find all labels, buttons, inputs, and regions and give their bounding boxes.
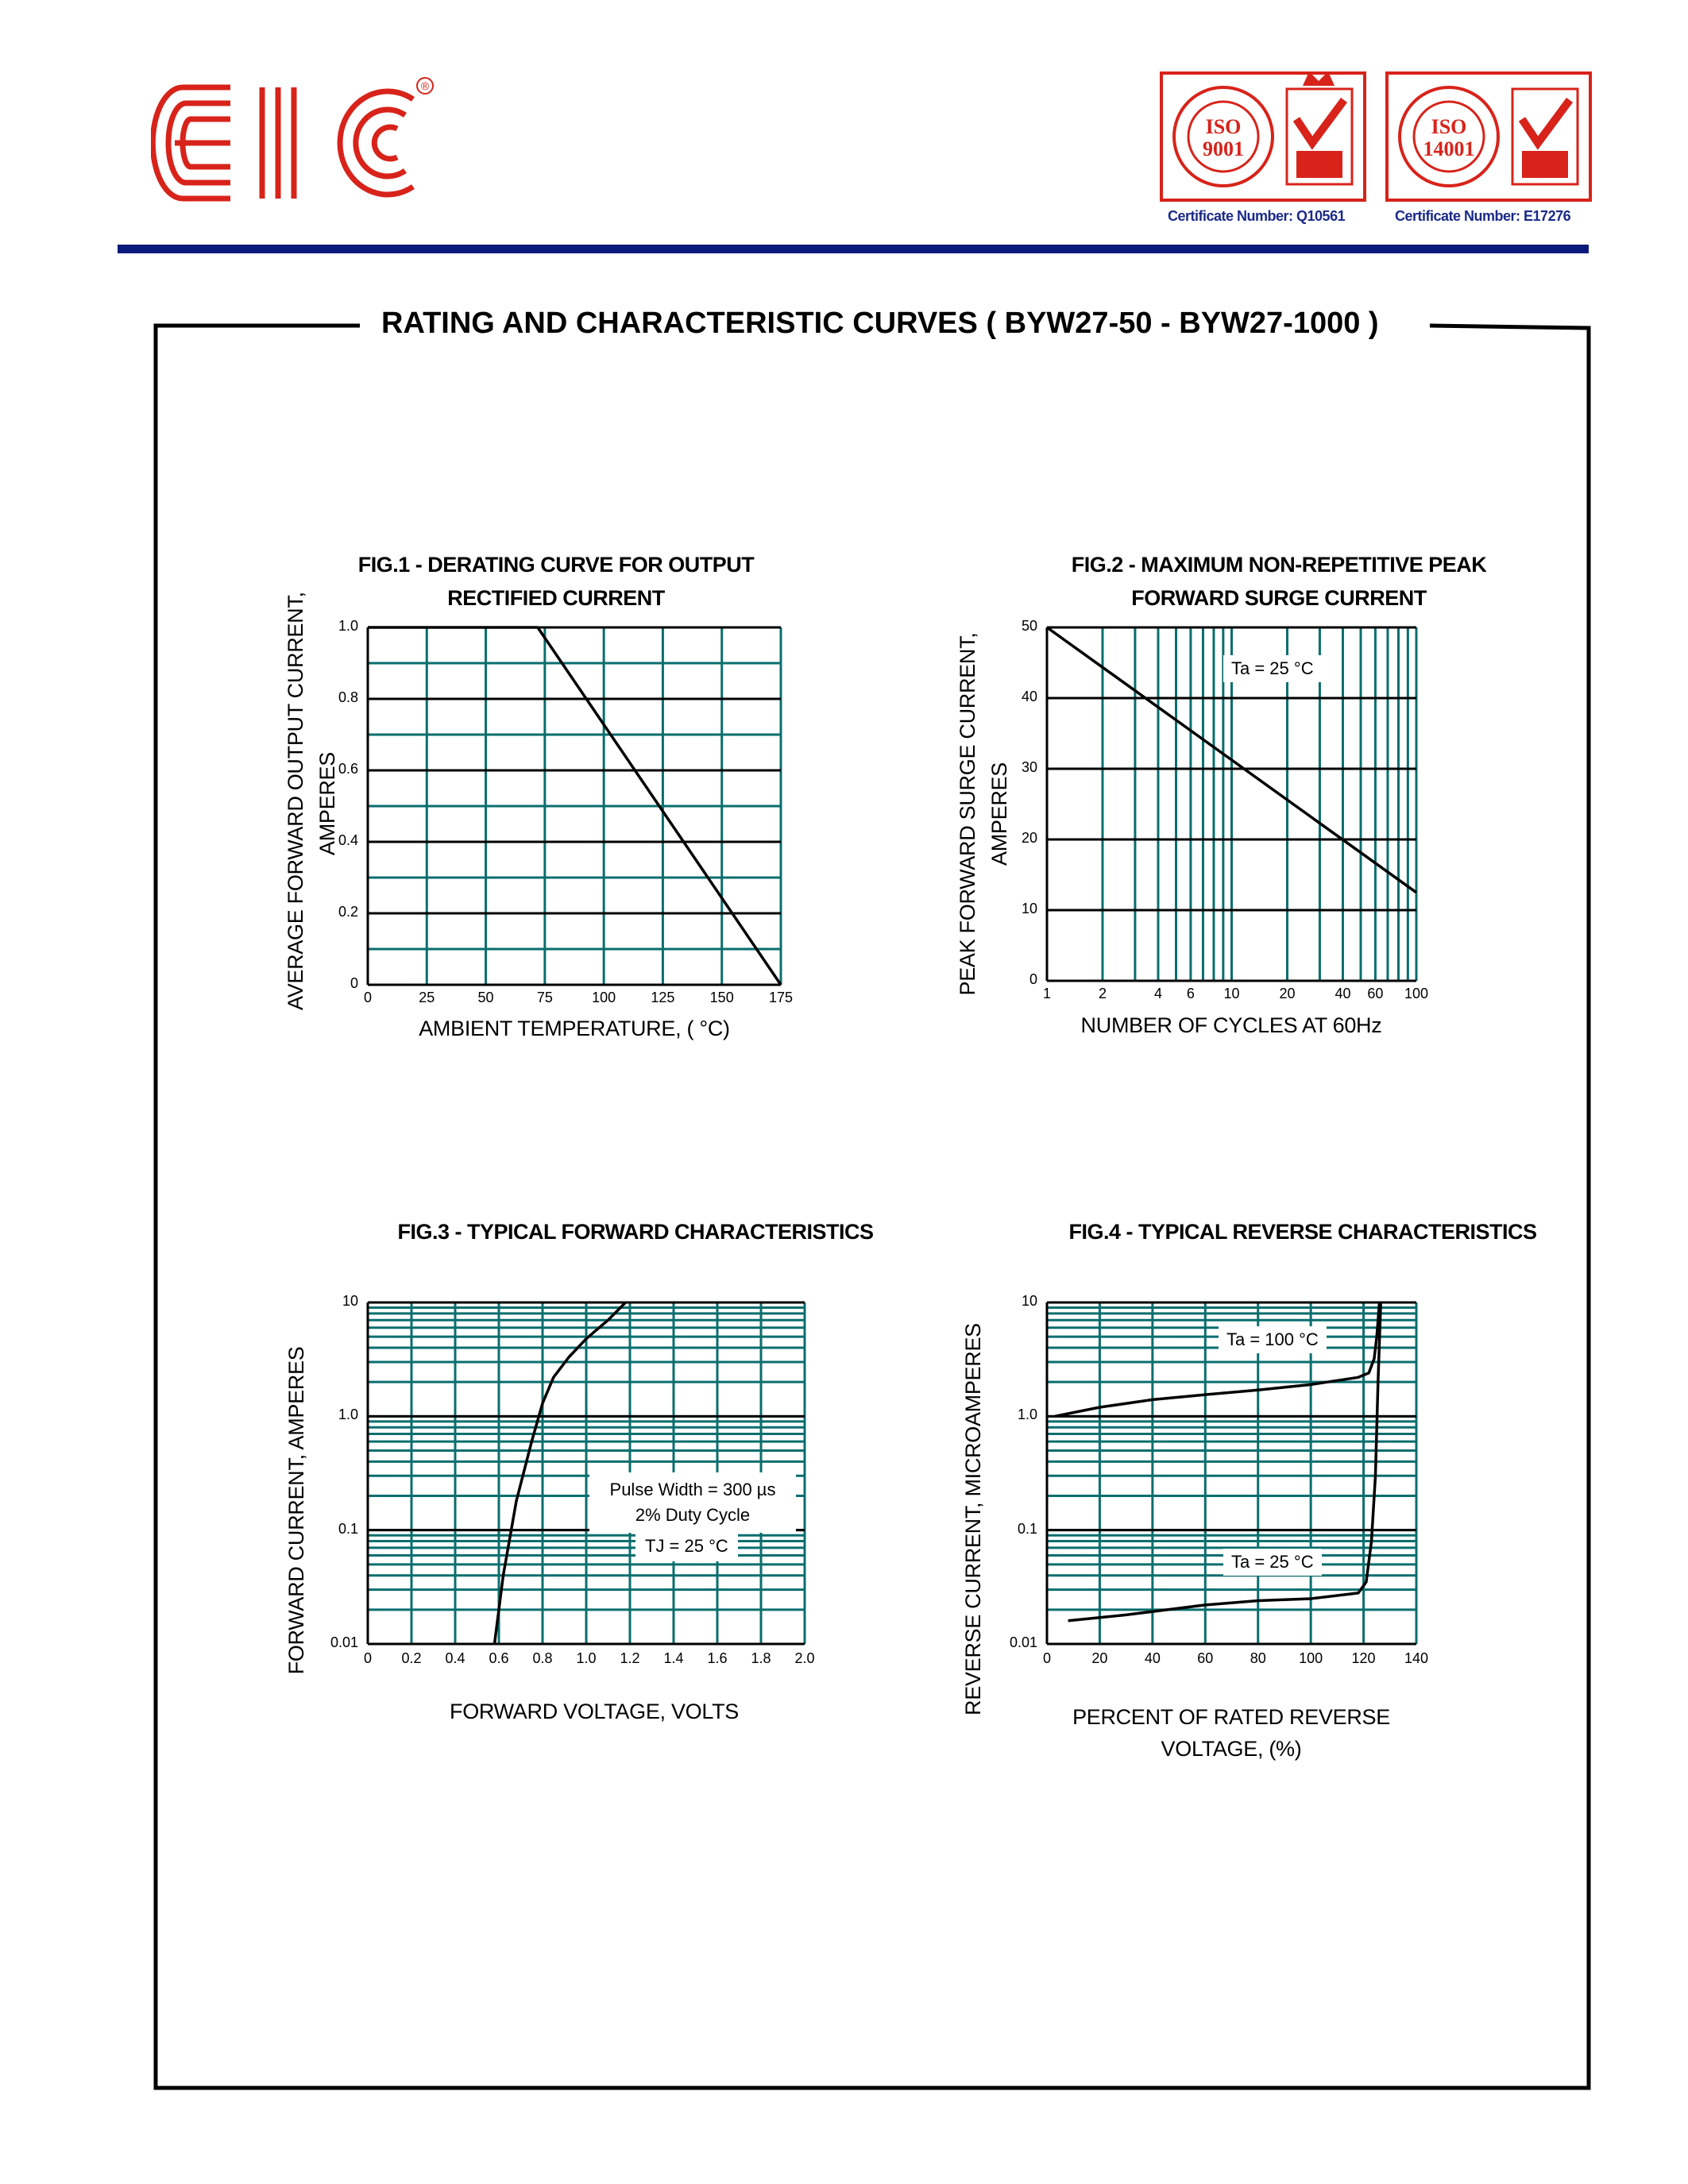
fig3-xlabel: FORWARD VOLTAGE, VOLTS — [450, 1700, 739, 1723]
fig3-xtick-label: 0.2 — [401, 1650, 422, 1666]
fig2-xtick-label: 40 — [1335, 986, 1351, 1001]
fig3-xtick-label: 0 — [363, 1650, 372, 1666]
fig1-xtick-label: 25 — [419, 990, 435, 1005]
fig3-ytick-label: 0.01 — [330, 1634, 358, 1650]
eic-logo — [151, 71, 461, 214]
fig1-xtick-label: 0 — [363, 990, 372, 1005]
registered-mark: ® — [420, 79, 430, 92]
fig4-xtick-label: 100 — [1299, 1650, 1323, 1666]
fig2-title-line2: FORWARD SURGE CURRENT — [1131, 586, 1427, 610]
fig2-ytick-label: 50 — [1021, 618, 1037, 634]
iso9001-line2: 9001 — [1203, 137, 1244, 160]
section-title: RATING AND CHARACTERISTIC CURVES ( BYW27-50 - BYW27-1000 ) — [373, 307, 1387, 341]
fig4-xlabel-line2: VOLTAGE, (%) — [1161, 1737, 1302, 1761]
fig1-xlabel: AMBIENT TEMPERATURE, ( °C) — [419, 1017, 730, 1040]
fig1-xtick-label: 100 — [592, 990, 616, 1005]
fig2-xtick-label: 20 — [1279, 986, 1296, 1001]
fig3-ylabel — [280, 1344, 312, 1677]
fig4-ylabel — [957, 1323, 989, 1715]
fig1-xtick-label: 50 — [477, 990, 494, 1005]
fig4-xtick-label: 0 — [1042, 1650, 1051, 1666]
fig2-xtick-label: 100 — [1404, 986, 1429, 1001]
fig4-xtick-label: 20 — [1091, 1650, 1108, 1666]
fig2-xtick-label: 60 — [1367, 986, 1384, 1001]
fig4-ytick-label: 0.1 — [1017, 1520, 1037, 1537]
fig2-xlabel: NUMBER OF CYCLES AT 60Hz — [1080, 1013, 1382, 1037]
fig2-ylabel-line1: PEAK FORWARD SURGE CURRENT, — [956, 632, 979, 996]
fig2-ytick-label: 40 — [1021, 689, 1037, 704]
fig3-title — [373, 1215, 898, 1248]
fig1-ylabel-line1: AVERAGE FORWARD OUTPUT CURRENT, — [284, 592, 307, 1010]
fig3-xtick-label: 0.4 — [445, 1650, 465, 1666]
fig3-annotation-line2: 2% Duty Cycle — [635, 1505, 751, 1525]
fig1-xtick-label: 125 — [651, 990, 675, 1005]
fig4-ylabel-line1: REVERSE CURRENT, MICROAMPERES — [961, 1323, 985, 1715]
iso14001-badge — [1387, 73, 1590, 200]
fig1-xtick-label: 175 — [768, 990, 794, 1005]
fig3-ytick-label: 1.0 — [338, 1406, 358, 1423]
fig1-ytick-label: 1.0 — [338, 618, 358, 634]
fig2-ytick-label: 30 — [1021, 759, 1037, 775]
fig4-ytick-label: 1.0 — [1017, 1406, 1037, 1423]
fig4-title-line1: FIG.4 - TYPICAL REVERSE CHARACTERISTICS — [1068, 1220, 1537, 1244]
fig2-xtick-label: 4 — [1153, 986, 1162, 1001]
fig1-xtick-label: 150 — [709, 990, 734, 1005]
fig3-xtick-label: 1.2 — [620, 1650, 640, 1666]
fig2-xtick-label: 2 — [1098, 986, 1107, 1001]
fig2-ylabel-line2: AMPERES — [987, 762, 1011, 866]
fig3-xtick-label: 0.8 — [532, 1650, 553, 1666]
fig2-ylabel — [952, 631, 1015, 997]
fig4-annotation-hot: Ta = 100 °C — [1219, 1326, 1327, 1353]
fig2-title — [1033, 548, 1525, 615]
header-rule — [118, 245, 1589, 253]
cert1-caption: Certificate Number: Q10561 — [1168, 208, 1346, 224]
fig2-title-line1: FIG.2 - MAXIMUM NON-REPETITIVE PEAK — [1071, 553, 1487, 577]
fig4-ytick-label: 10 — [1021, 1293, 1037, 1309]
fig2-xtick-label: 6 — [1186, 986, 1195, 1001]
certification-badges — [1160, 71, 1605, 238]
fig4-xtick-label: 120 — [1351, 1650, 1376, 1666]
fig1-ytick-label: 0.4 — [338, 832, 358, 848]
fig4-xtick-label: 40 — [1144, 1650, 1161, 1666]
fig4-title — [1041, 1215, 1565, 1248]
fig1-title-line2: RECTIFIED CURRENT — [447, 586, 665, 610]
cert2-caption: Certificate Number: E17276 — [1395, 208, 1571, 224]
fig2-annotation: Ta = 25 °C — [1223, 655, 1322, 682]
fig2-xtick-label: 10 — [1223, 986, 1240, 1001]
fig2-xtick-label: 1 — [1042, 986, 1051, 1001]
fig1-ytick-label: 0.6 — [338, 761, 358, 777]
fig3-xtick-label: 1.4 — [663, 1650, 684, 1666]
fig3-xtick-label: 1.0 — [576, 1650, 597, 1666]
iso9001-line1: ISO — [1205, 115, 1242, 138]
fig4-ytick-label: 0.01 — [1009, 1634, 1037, 1650]
fig1-ytick-label: 0.2 — [338, 904, 358, 920]
fig1-title-line1: FIG.1 - DERATING CURVE FOR OUTPUT — [357, 553, 755, 577]
fig3-xtick-label: 1.8 — [751, 1650, 771, 1666]
fig4-plot — [1047, 1302, 1416, 1644]
fig2-ytick-label: 20 — [1021, 830, 1037, 846]
fig3-ytick-label: 0.1 — [338, 1520, 358, 1537]
fig1-ytick-label: 0 — [350, 975, 358, 991]
fig4-grid — [1047, 1302, 1416, 1644]
fig3-xtick-label: 1.6 — [707, 1650, 728, 1666]
fig1-ylabel-line2: AMPERES — [315, 752, 339, 855]
fig3-annotation-box — [589, 1472, 796, 1533]
fig1-title — [350, 548, 763, 615]
fig2-ytick-label: 0 — [1029, 971, 1037, 987]
fig1-ytick-label: 0.8 — [338, 689, 358, 705]
fig4-annotation-cold: Ta = 25 °C — [1223, 1549, 1322, 1576]
fig4-xtick-label: 80 — [1250, 1650, 1266, 1666]
fig3-annotation-temp: TJ = 25 °C — [635, 1531, 738, 1561]
fig4-xlabel-line1: PERCENT OF RATED REVERSE — [1072, 1705, 1390, 1729]
fig1-xtick-label: 75 — [536, 990, 553, 1005]
fig4-xtick-label: 140 — [1404, 1650, 1429, 1666]
fig3-annotation-line1: Pulse Width = 300 µs — [609, 1480, 776, 1499]
fig4-xtick-label: 60 — [1197, 1650, 1214, 1666]
fig4-xlabel — [1025, 1701, 1438, 1765]
iso9001-badge — [1161, 71, 1365, 200]
iso14001-line2: 14001 — [1423, 137, 1475, 160]
fig2-ytick-label: 10 — [1021, 901, 1037, 916]
fig3-title-line1: FIG.3 - TYPICAL FORWARD CHARACTERISTICS — [397, 1220, 874, 1244]
iso14001-line1: ISO — [1431, 115, 1467, 138]
fig1-ylabel — [280, 592, 343, 1010]
fig3-xtick-label: 0.6 — [489, 1650, 509, 1666]
fig3-xtick-label: 2.0 — [794, 1650, 815, 1666]
fig3-ytick-label: 10 — [342, 1293, 358, 1309]
fig1-plot — [368, 627, 781, 985]
fig3-ylabel-line1: FORWARD CURRENT, AMPERES — [284, 1346, 308, 1675]
